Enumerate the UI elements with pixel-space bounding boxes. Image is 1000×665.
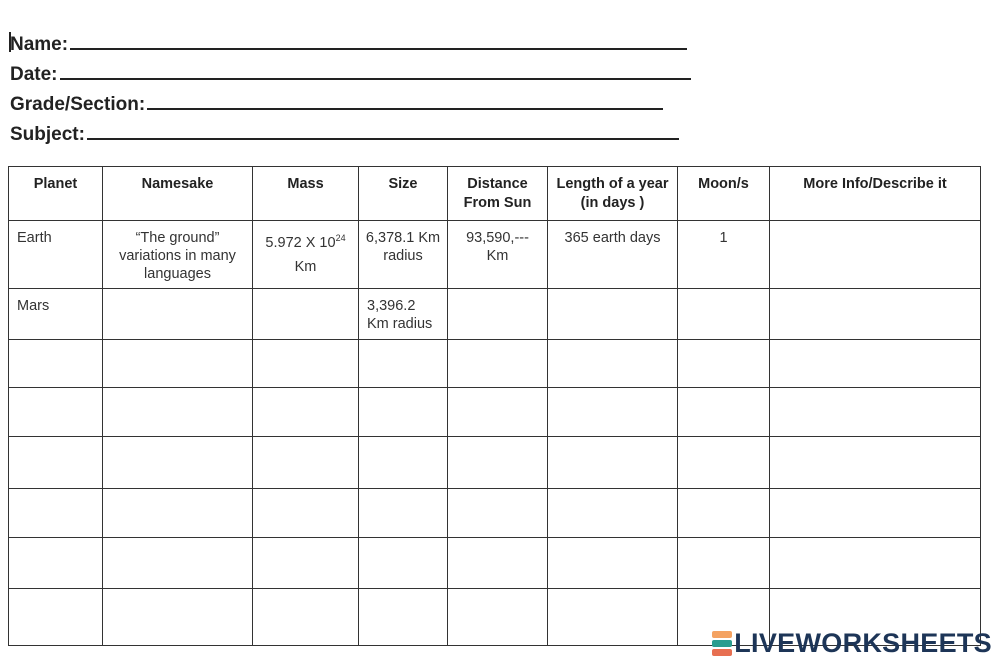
more-info-cell[interactable]	[770, 437, 981, 489]
empty-table-row	[9, 489, 981, 538]
mass-cell[interactable]	[253, 589, 359, 646]
distance-cell[interactable]	[448, 437, 548, 489]
empty-table-row	[9, 388, 981, 437]
planet-cell[interactable]: Earth	[9, 221, 103, 289]
name-line	[10, 28, 691, 58]
namesake-cell[interactable]	[103, 489, 253, 538]
more-info-cell[interactable]	[770, 340, 981, 388]
planet-cell[interactable]	[9, 340, 103, 388]
more-info-cell[interactable]	[770, 388, 981, 437]
planet-cell[interactable]	[9, 437, 103, 489]
namesake-cell[interactable]	[103, 589, 253, 646]
empty-table-row	[9, 340, 981, 388]
namesake-cell[interactable]: “The ground” variations in many languages	[103, 221, 253, 289]
planet-cell[interactable]: Mars	[9, 289, 103, 340]
date-label: Date:	[10, 64, 58, 85]
year-length-cell[interactable]	[548, 437, 678, 489]
more-info-cell[interactable]	[770, 221, 981, 289]
moons-cell[interactable]	[678, 289, 770, 340]
empty-table-row	[9, 538, 981, 589]
moons-cell[interactable]	[678, 437, 770, 489]
planet-cell[interactable]	[9, 388, 103, 437]
namesake-cell[interactable]	[103, 289, 253, 340]
column-header: Length of a year (in days )	[548, 167, 678, 221]
planet-cell[interactable]	[9, 489, 103, 538]
column-header: Moon/s	[678, 167, 770, 221]
distance-cell[interactable]	[448, 538, 548, 589]
subject-line	[10, 118, 691, 148]
moons-cell[interactable]	[678, 340, 770, 388]
more-info-cell[interactable]	[770, 289, 981, 340]
mass-cell[interactable]	[253, 340, 359, 388]
grade-section-line	[10, 88, 691, 118]
mass-exponent: 24	[335, 233, 346, 243]
mass-value: 5.972 X 10	[265, 234, 336, 251]
mass-cell[interactable]	[253, 437, 359, 489]
distance-cell[interactable]: 93,590,--- Km	[448, 221, 548, 289]
more-info-cell[interactable]	[770, 489, 981, 538]
liveworksheets-logo-icon	[712, 630, 732, 657]
year-length-cell[interactable]	[548, 289, 678, 340]
planet-worksheet-table	[8, 166, 981, 646]
column-header: Planet	[9, 167, 103, 221]
name-label: Name:	[10, 34, 69, 55]
year-length-cell[interactable]: 365 earth days	[548, 221, 678, 289]
distance-cell[interactable]	[448, 489, 548, 538]
empty-table-row	[9, 437, 981, 489]
table-row	[9, 221, 981, 289]
namesake-cell[interactable]	[103, 437, 253, 489]
size-cell[interactable]: 6,378.1 Km radius	[359, 221, 448, 289]
year-length-cell[interactable]	[548, 538, 678, 589]
subject-label: Subject:	[10, 124, 85, 145]
student-info-header	[10, 28, 691, 148]
liveworksheets-watermark	[712, 628, 992, 659]
distance-cell[interactable]	[448, 589, 548, 646]
size-cell[interactable]	[359, 437, 448, 489]
moons-cell[interactable]	[678, 538, 770, 589]
size-cell[interactable]	[359, 589, 448, 646]
subject-blank[interactable]	[87, 118, 679, 140]
table-row	[9, 289, 981, 340]
date-blank[interactable]	[60, 58, 691, 80]
mass-cell[interactable]	[253, 221, 359, 289]
planet-cell[interactable]	[9, 538, 103, 589]
watermark-text: LIVEWORKSHEETS	[734, 628, 992, 658]
moons-cell[interactable]	[678, 489, 770, 538]
size-cell[interactable]	[359, 538, 448, 589]
more-info-cell[interactable]	[770, 538, 981, 589]
namesake-cell[interactable]	[103, 538, 253, 589]
year-length-cell[interactable]	[548, 340, 678, 388]
size-cell[interactable]: 3,396.2 Km radius	[359, 289, 448, 340]
year-length-cell[interactable]	[548, 489, 678, 538]
size-cell[interactable]	[359, 489, 448, 538]
year-length-cell[interactable]	[548, 589, 678, 646]
mass-cell[interactable]	[253, 289, 359, 340]
year-length-cell[interactable]	[548, 388, 678, 437]
mass-unit: Km	[294, 258, 317, 275]
size-cell[interactable]	[359, 340, 448, 388]
table-header-row	[9, 167, 981, 221]
grade-section-blank[interactable]	[147, 88, 663, 110]
column-header: More Info/Describe it	[770, 167, 981, 221]
size-cell[interactable]	[359, 388, 448, 437]
moons-cell[interactable]	[678, 388, 770, 437]
grade-section-label: Grade/Section:	[10, 94, 146, 115]
distance-cell[interactable]	[448, 289, 548, 340]
column-header: Distance From Sun	[448, 167, 548, 221]
planet-cell[interactable]	[9, 589, 103, 646]
date-line	[10, 58, 691, 88]
moons-cell[interactable]: 1	[678, 221, 770, 289]
namesake-cell[interactable]	[103, 340, 253, 388]
name-blank[interactable]	[70, 28, 687, 50]
mass-cell[interactable]	[253, 538, 359, 589]
distance-cell[interactable]	[448, 340, 548, 388]
column-header: Namesake	[103, 167, 253, 221]
distance-cell[interactable]	[448, 388, 548, 437]
mass-cell[interactable]	[253, 388, 359, 437]
mass-cell[interactable]	[253, 489, 359, 538]
column-header: Mass	[253, 167, 359, 221]
namesake-cell[interactable]	[103, 388, 253, 437]
column-header: Size	[359, 167, 448, 221]
